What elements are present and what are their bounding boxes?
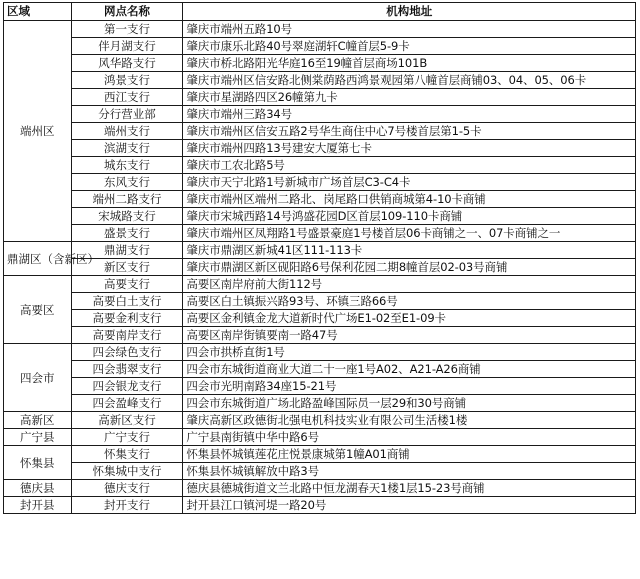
table-row <box>4 140 636 157</box>
region-cell: 高新区 <box>4 412 72 429</box>
address-cell: 高要区金利镇金龙大道新时代广场E1-02至E1-09卡 <box>183 310 636 327</box>
address-cell: 肇庆市康乐北路40号翠庭湖轩C幢首层5-9卡 <box>183 38 636 55</box>
address-cell: 肇庆市端州区信安五路2号华生商住中心7号楼首层第1-5卡 <box>183 123 636 140</box>
address-cell: 四会市光明南路34座15-21号 <box>183 378 636 395</box>
address-cell: 肇庆市端州区端州二路北、岗尾路口供销商城第4-10卡商铺 <box>183 191 636 208</box>
address-cell: 肇庆高新区政德街北强电机科技实业有限公司生活楼1楼 <box>183 412 636 429</box>
address-cell: 肇庆市端州三路34号 <box>183 106 636 123</box>
branch-name-cell: 滨湖支行 <box>71 140 183 157</box>
table-row <box>4 276 636 293</box>
branch-name-cell: 怀集支行 <box>71 446 183 463</box>
table-row <box>4 361 636 378</box>
region-cell: 德庆县 <box>4 480 72 497</box>
address-cell: 德庆县德城街道文兰北路中恒龙湖春天1楼1层15-23号商铺 <box>183 480 636 497</box>
branch-name-cell: 四会绿色支行 <box>71 344 183 361</box>
address-cell: 广宁县南街镇中华中路6号 <box>183 429 636 446</box>
address-cell: 肇庆市天宁北路1号新城市广场首层C3-C4卡 <box>183 174 636 191</box>
address-cell: 四会市东城街道广场北路盈峰国际员一层29和30号商铺 <box>183 395 636 412</box>
branch-name-cell: 广宁支行 <box>71 429 183 446</box>
branch-name-cell: 鼎湖支行 <box>71 242 183 259</box>
address-cell: 肇庆市工农北路5号 <box>183 157 636 174</box>
table-row <box>4 497 636 514</box>
address-cell: 肇庆市端州区信安路北侧棠荫路西鸿景观园第八幢首层商铺03、04、05、06卡 <box>183 72 636 89</box>
address-cell: 封开县江口镇河堤一路20号 <box>183 497 636 514</box>
branch-name-cell: 高要南岸支行 <box>71 327 183 344</box>
table-row <box>4 55 636 72</box>
table-row <box>4 344 636 361</box>
table-row <box>4 157 636 174</box>
branch-table-body <box>4 21 636 514</box>
branch-name-cell: 高要白土支行 <box>71 293 183 310</box>
branch-name-cell: 城东支行 <box>71 157 183 174</box>
branch-name-cell: 西江支行 <box>71 89 183 106</box>
branch-name-cell: 高新区支行 <box>71 412 183 429</box>
region-cell: 高要区 <box>4 276 72 344</box>
address-cell: 高要区白土镇振兴路93号、环镇三路66号 <box>183 293 636 310</box>
table-row <box>4 191 636 208</box>
address-cell: 肇庆市端州四路13号建安大厦第七卡 <box>183 140 636 157</box>
table-row <box>4 242 636 259</box>
address-cell: 肇庆市星湖路四区26幢第九卡 <box>183 89 636 106</box>
address-cell: 四会市东城街道商业大道二十一座1号A02、A21-A26商铺 <box>183 361 636 378</box>
region-cell: 端州区 <box>4 21 72 242</box>
branch-name-cell: 封开支行 <box>71 497 183 514</box>
address-cell: 肇庆市鼎湖区新城41区111-113卡 <box>183 242 636 259</box>
branch-table <box>3 2 636 514</box>
branch-name-cell: 四会盈峰支行 <box>71 395 183 412</box>
branch-name-cell: 新区支行 <box>71 259 183 276</box>
branch-name-cell: 四会翡翠支行 <box>71 361 183 378</box>
table-row <box>4 446 636 463</box>
table-row <box>4 429 636 446</box>
branch-name-cell: 德庆支行 <box>71 480 183 497</box>
branch-name-cell: 鸿景支行 <box>71 72 183 89</box>
branch-name-cell: 端州二路支行 <box>71 191 183 208</box>
table-row <box>4 174 636 191</box>
branch-name-cell: 风华路支行 <box>71 55 183 72</box>
table-row <box>4 89 636 106</box>
header-region: 区域 <box>4 3 72 21</box>
branch-name-cell: 高要支行 <box>71 276 183 293</box>
table-row <box>4 412 636 429</box>
header-branch-name: 网点名称 <box>71 3 183 21</box>
branch-name-cell: 四会银龙支行 <box>71 378 183 395</box>
address-cell: 四会市拱桥直街1号 <box>183 344 636 361</box>
table-row <box>4 327 636 344</box>
address-cell: 肇庆市端州区凤翔路1号盛景豪庭1号楼首层06卡商铺之一、07卡商铺之一 <box>183 225 636 242</box>
table-row <box>4 225 636 242</box>
region-cell: 封开县 <box>4 497 72 514</box>
branch-name-cell: 东风支行 <box>71 174 183 191</box>
branch-name-cell: 盛景支行 <box>71 225 183 242</box>
branch-name-cell: 端州支行 <box>71 123 183 140</box>
address-cell: 肇庆市端州五路10号 <box>183 21 636 38</box>
header-address: 机构地址 <box>183 3 636 21</box>
address-cell: 肇庆市鼎湖区新区砚阳路6号保利花园二期8幢首层02-03号商铺 <box>183 259 636 276</box>
table-row <box>4 378 636 395</box>
branch-name-cell: 第一支行 <box>71 21 183 38</box>
table-row <box>4 293 636 310</box>
address-cell: 高要区南岸府前大街112号 <box>183 276 636 293</box>
region-cell: 广宁县 <box>4 429 72 446</box>
address-cell: 怀集县怀城镇解放中路3号 <box>183 463 636 480</box>
table-row <box>4 480 636 497</box>
branch-name-cell: 高要金利支行 <box>71 310 183 327</box>
branch-name-cell: 宋城路支行 <box>71 208 183 225</box>
table-row <box>4 310 636 327</box>
address-cell: 怀集县怀城镇莲花庄悦景康城第1幢A01商铺 <box>183 446 636 463</box>
region-cell: 四会市 <box>4 344 72 412</box>
region-cell: 怀集县 <box>4 446 72 480</box>
table-row <box>4 106 636 123</box>
address-cell: 高要区南岸街镇要南一路47号 <box>183 327 636 344</box>
table-row <box>4 21 636 38</box>
table-row <box>4 72 636 89</box>
branch-name-cell: 分行营业部 <box>71 106 183 123</box>
table-row <box>4 395 636 412</box>
address-cell: 肇庆市桥北路阳光华庭16至19幢首层商场101B <box>183 55 636 72</box>
branch-name-cell: 伴月湖支行 <box>71 38 183 55</box>
branch-name-cell: 怀集城中支行 <box>71 463 183 480</box>
address-cell: 肇庆市宋城西路14号鸿盛花园D区首层109-110卡商铺 <box>183 208 636 225</box>
table-row <box>4 208 636 225</box>
table-row <box>4 38 636 55</box>
header-row <box>4 3 636 21</box>
table-row <box>4 463 636 480</box>
region-cell: 鼎湖区（含新区） <box>4 242 72 276</box>
table-row <box>4 123 636 140</box>
